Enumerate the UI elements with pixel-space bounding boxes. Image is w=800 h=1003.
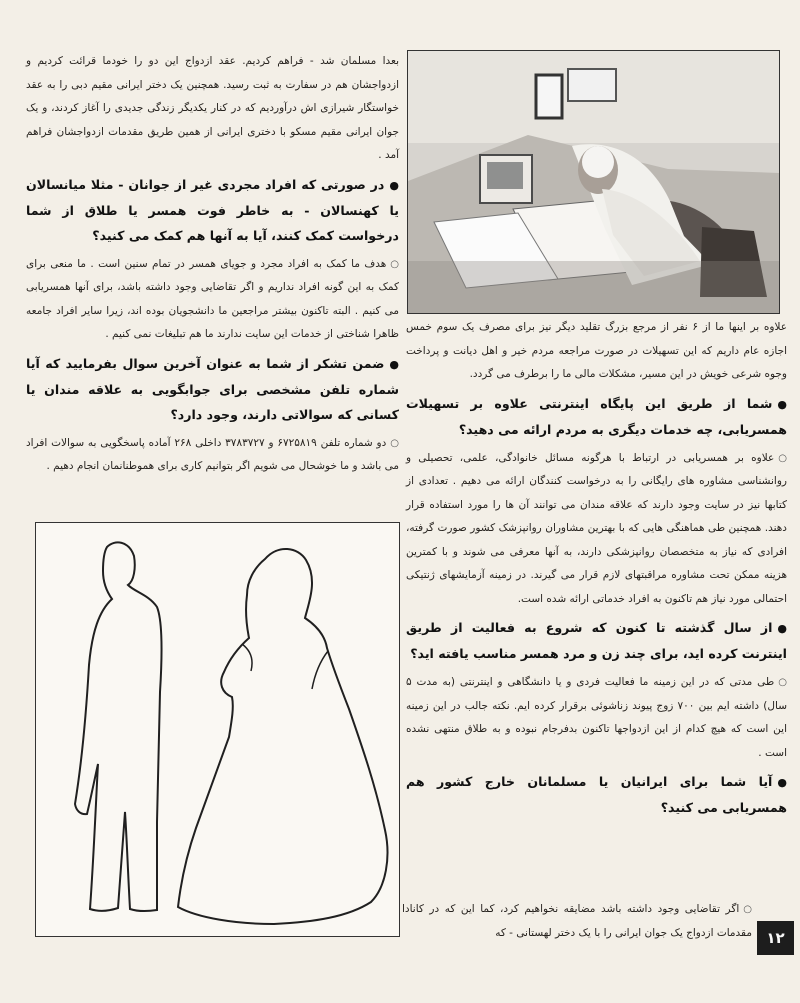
right-question-1-text: شما از طریق این پایگاه اینترنتی علاوه بر تسهیلات همسریابی، چه خدمات دیگری به مردم ارائه می دهید؟ bbox=[406, 395, 787, 437]
left-answer-2 bbox=[26, 432, 399, 479]
right-question-2-text: از سال گذشته تا کنون که شروع به فعالیت از طریق اینترنت کرده اید، برای چند زن و مرد همسر مناسب یافته اید؟ bbox=[406, 620, 787, 661]
left-answer-1-text: هدف ما کمک به افراد مجرد و جویای همسر در تمام سنین است . ما منعی برای کمک به این گونه افراد نداریم و اگر تقاضایی وجود داشته باشد، برای آنها همسریابی می کنیم . البته تاکنون بیشتر مراجعین ما دانشجویان بوده اند، زیرا سایر افراد جامعه ظاهرا شناختی از خدمات این سایت ندارند ما هم تبلیغات نمی کنیم . bbox=[26, 257, 399, 340]
right-answer-3 bbox=[402, 898, 752, 945]
left-answer-2-text: دو شماره تلفن ۶۷۲۵۸۱۹ و ۳۷۸۳۷۲۷ داخلی ۲۶۸ آماده پاسخگویی به سوالات افراد می باشد و ما خوشحال می شویم اگر بتوانیم کاری برای هموطنانمان انجام دهیم . bbox=[26, 436, 399, 472]
right-question-3-text: آیا شما برای ایرانیان یا مسلمانان خارج کشور هم همسریابی می کنید؟ bbox=[406, 774, 787, 815]
left-answer-1 bbox=[26, 253, 399, 347]
page-number: ۱۲ bbox=[766, 929, 785, 947]
right-question-3 bbox=[406, 769, 787, 820]
left-question-2 bbox=[26, 351, 399, 427]
answer-circle-icon: ○ bbox=[778, 452, 787, 464]
answer-circle-icon: ○ bbox=[778, 677, 787, 688]
answer-circle-icon: ○ bbox=[390, 258, 399, 270]
left-question-1-text: در صورتی که افراد مجردی غیر از جوانان - مثلا میانسالان یا کهنسالان - به خاطر فوت همسر یا طلاق از شما درخواست کمک کنند، آیا به آنها هم کمک می کنید؟ bbox=[26, 176, 399, 243]
left-column bbox=[26, 50, 399, 482]
left-intro-paragraph: بعدا مسلمان شد - فراهم کردیم. عقد ازدواج این دو را خودما قرائت کردیم و ازدواجشان هم در سفارت به ثبت رسید. همچنین یک دختر ایرانی مقیم دبی را به عقد خواستگار شیرازی اش درآوردیم که در کنار یکدیگر زندگی جدیدی را آغاز کردند، و یک جوان ایرانی مقیم مسکو با دختری ایرانی از همین طریق مقدمات ازدواجشان فراهم آمد . bbox=[26, 55, 399, 161]
bullet-icon: ● bbox=[389, 357, 399, 371]
office-photo bbox=[407, 50, 780, 314]
bullet-icon: ● bbox=[777, 776, 787, 789]
right-question-1 bbox=[406, 391, 787, 442]
page-number-badge bbox=[757, 921, 794, 955]
couple-silhouette bbox=[36, 523, 399, 936]
left-question-2-text: ضمن تشکر از شما به عنوان آخرین سوال بفرمایید که آیا شماره تلفن مشخصی برای جوابگویی به علاقه مندان یا کسانی که سوالاتی دارند، وجود دارد؟ bbox=[26, 355, 399, 422]
bullet-icon: ● bbox=[389, 178, 399, 192]
bullet-icon: ● bbox=[777, 397, 787, 411]
right-answer-3-text: اگر تقاضایی وجود داشته باشد مضایقه نخواهیم کرد، کما این که در کانادا مقدمات ازدواج یک جوان ایرانی را با یک دختر لهستانی - که bbox=[402, 903, 752, 939]
right-answer-1 bbox=[406, 447, 787, 612]
answer-circle-icon: ○ bbox=[743, 904, 752, 915]
left-question-1 bbox=[26, 172, 399, 248]
office-photo-illustration bbox=[408, 51, 779, 313]
answer-circle-icon: ○ bbox=[390, 437, 399, 449]
right-answer-1-text: علاوه بر همسریابی در ارتباط با هرگونه مسائل خانوادگی، علمی، تحصیلی و روانشناسی مشاوره های رایگانی را به درخواست کنندگان ارائه می دهیم . تعدادی از کتابها نیز در سایت وجود دارند که علاقه مندان می توانند آن ها را مورد استفاده قرار دهند. همچنین طی هماهنگی هایی که با بهترین مشاوران روانپزشک کشور صورت گرفته، افرادی که نیاز به متخصصان روانپزشکی دارند، به آنها معرفی می شوند و با کمترین هزینه ممکن تحت مشاوره مراقبتهای لازم قرار می گیرند. در زمینه آزمایشهای ژنتیکی احتمالی مورد نیاز هم تاکنون به افراد خدماتی ارائه شده است. bbox=[406, 451, 787, 605]
right-column bbox=[406, 316, 787, 825]
right-intro-paragraph: علاوه بر اینها ما از ۶ نفر از مرجع بزرگ تقلید دیگر نیز برای مصرف یک سوم خمس اجازه عام داریم که این تسهیلات در صورت مراجعه مردم خیر و اهل دیانت و پرداخت وجوه شرعی خویش در این مسیر، مشکلات مالی ما را برطرف می گردد. bbox=[406, 321, 787, 380]
bullet-icon: ● bbox=[777, 622, 787, 635]
right-answer-2-text: طی مدتی که در این زمینه ما فعالیت فردی و یا دانشگاهی و اینترنتی (به مدت ۵ سال) داشته ایم بین ۷۰۰ زوج پیوند زناشوئی برقرار کرده ایم. نکته جالب در این زمینه این است که هیچ کدام از این ازدواجها تاکنون بدفرجام نبوده و به طلاق منتهی نشده است . bbox=[406, 676, 787, 759]
right-answer-2 bbox=[406, 671, 787, 765]
right-question-2 bbox=[406, 615, 787, 666]
couple-silhouette-illustration bbox=[35, 522, 400, 937]
